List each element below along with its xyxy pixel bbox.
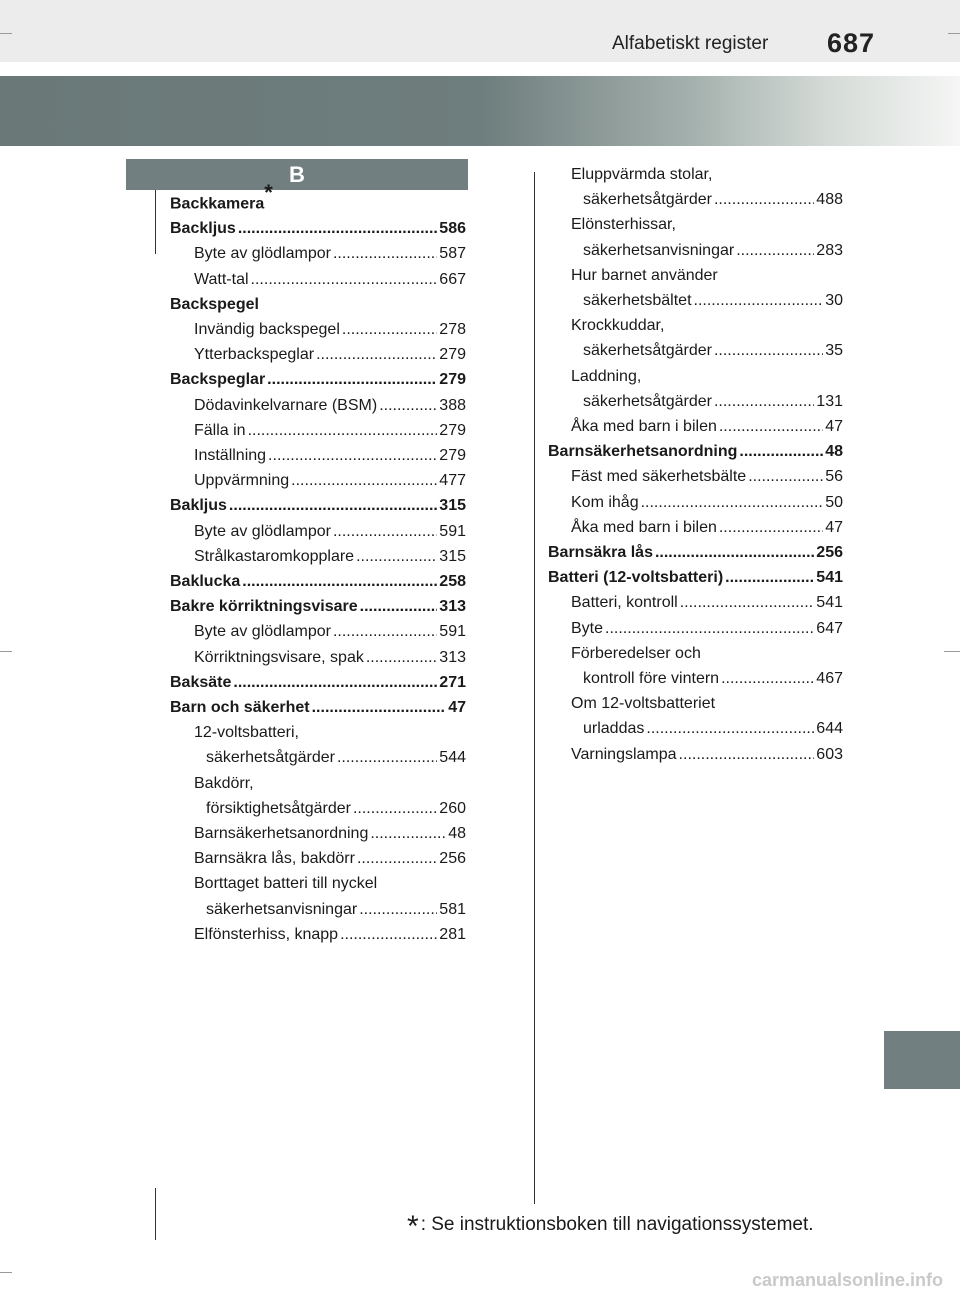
leader-dots [242, 573, 437, 591]
leader-dots [736, 242, 814, 260]
index-entry-page: 315 [439, 497, 466, 515]
index-entry-page: 591 [439, 623, 466, 641]
index-entry [194, 649, 466, 673]
index-entry-page: 644 [816, 720, 843, 738]
index-entry-label: 12-voltsbatteri, [194, 724, 299, 742]
index-entry-page: 279 [439, 371, 466, 389]
index-entry [194, 523, 466, 547]
index-entry [583, 242, 843, 266]
index-entry-label: Bakdörr, [194, 774, 254, 792]
leader-dots [268, 447, 437, 465]
leader-dots [714, 393, 814, 411]
leader-dots [238, 220, 437, 238]
index-entry [194, 447, 466, 471]
index-entry [194, 271, 466, 295]
index-entry-label: Barnsäkra lås, bakdörr [194, 850, 355, 868]
index-entry-label: Åka med barn i bilen [571, 418, 717, 435]
index-entry-label: Watt-tal [194, 270, 249, 288]
leader-dots [333, 245, 437, 263]
index-entry [170, 497, 466, 521]
index-entry-label: Bakljus [170, 497, 227, 515]
section-letter-heading: B [126, 159, 468, 190]
leader-dots [360, 598, 438, 616]
index-entry-label: Inställning [194, 447, 267, 464]
index-entry [583, 191, 843, 215]
index-entry-label: Byte [571, 619, 604, 637]
leader-dots [342, 321, 437, 339]
index-entry-page: 260 [439, 799, 466, 817]
index-entry-label: Backljus [170, 220, 236, 238]
index-entry [194, 472, 466, 496]
index-entry-page: 488 [816, 191, 843, 209]
index-entry [194, 850, 466, 874]
index-entry [571, 594, 843, 618]
index-entry-label: säkerhetsbältet [583, 292, 692, 309]
index-entry-label: Fäst med säkerhetsbälte [571, 468, 747, 486]
leader-dots [679, 746, 815, 764]
index-entry-page: 283 [816, 241, 843, 259]
leader-dots [714, 191, 814, 209]
index-entry [206, 800, 466, 824]
index-entry [571, 746, 843, 770]
index-entry-page: 131 [816, 392, 843, 410]
index-entry-page: 279 [439, 346, 466, 364]
index-entry-label: Byte av glödlampor [194, 245, 331, 263]
index-entry-page: 541 [816, 569, 843, 587]
index-entry [583, 342, 843, 366]
index-entry-label: Körriktningsvisare, spak [194, 648, 364, 666]
index-entry-label: Dödavinkelvarnare (BSM) [194, 396, 378, 414]
leader-dots [719, 418, 823, 436]
index-entry [571, 216, 676, 234]
index-entry-page: 591 [439, 522, 466, 540]
header-band [0, 0, 960, 62]
index-entry-label: Backkamera [170, 195, 265, 213]
index-entry-label: kontroll före vintern [583, 670, 720, 687]
index-entry-page: 279 [439, 447, 466, 464]
index-entry-label: Baksäte [170, 673, 232, 691]
index-entry [548, 443, 843, 467]
column-divider [534, 172, 535, 1204]
index-entry-label: Förberedelser och [571, 644, 701, 662]
index-entry-page: 281 [439, 925, 466, 943]
index-entry-page: 256 [816, 544, 843, 561]
index-entry-page: 388 [439, 396, 466, 414]
index-entry [206, 749, 466, 773]
index-entry [571, 418, 843, 442]
footnote-text: : Se instruktionsboken till navigationssystemet. [420, 1214, 814, 1235]
index-entry-page: 313 [439, 598, 466, 616]
index-entry-page: 256 [439, 850, 466, 868]
index-entry-label: Byte av glödlampor [194, 623, 331, 641]
index-entry [583, 670, 843, 694]
leader-dots [353, 800, 437, 818]
leader-dots [370, 825, 446, 843]
leader-dots [379, 397, 437, 415]
index-entry-page: 313 [439, 648, 466, 666]
index-entry-page: 586 [439, 220, 466, 238]
index-entry-label: urladdas [583, 720, 645, 738]
leader-dots [316, 346, 437, 364]
crop-mark [0, 1272, 12, 1273]
leader-dots [248, 422, 438, 440]
index-entry-page: 315 [439, 547, 466, 565]
index-entry-page: 48 [825, 443, 843, 461]
column-rule-bottom [155, 1188, 156, 1240]
index-entry-label: Hur barnet använder [571, 266, 718, 284]
index-entry-label: säkerhetsåtgärder [583, 342, 712, 360]
index-entry-label: Elönsterhissar, [571, 216, 676, 234]
index-entry [571, 166, 712, 184]
index-entry [194, 724, 299, 742]
index-entry [170, 598, 466, 622]
leader-dots [646, 720, 814, 738]
index-entry [571, 468, 843, 492]
index-entry [548, 544, 843, 568]
leader-dots [714, 342, 823, 360]
leader-dots [725, 569, 814, 587]
index-entry-label: Ytterbackspeglar [194, 346, 315, 364]
index-entry-label: Kom ihåg [571, 493, 639, 511]
leader-dots [356, 548, 437, 566]
footnote-star: * [407, 1210, 419, 1243]
index-entry-page: 667 [439, 270, 466, 288]
index-entry [571, 267, 718, 285]
index-entry-label: Om 12-voltsbatteriet [571, 695, 716, 713]
leader-dots [291, 472, 437, 490]
index-entry [571, 368, 641, 386]
index-entry-label: Laddning, [571, 367, 642, 385]
index-entry-label: Batteri (12-voltsbatteri) [548, 569, 724, 587]
leader-dots [655, 544, 814, 562]
index-entry-page: 48 [448, 825, 466, 842]
index-entry-label: Barnsäkerhetsanordning [548, 443, 738, 461]
index-entry [583, 393, 843, 417]
leader-dots [641, 494, 824, 512]
index-entry-page: 50 [825, 493, 843, 511]
index-entry-page: 278 [439, 321, 466, 338]
index-entry-label: Byte av glödlampor [194, 522, 331, 540]
index-entry [170, 674, 466, 698]
index-entry-label: Åka med barn i bilen [571, 518, 717, 536]
index-entry [206, 901, 466, 925]
index-entry [170, 180, 273, 213]
index-entry-label: försiktighetsåtgärder [206, 799, 351, 817]
index-entry-label: Krockkuddar, [571, 317, 665, 335]
leader-dots [229, 497, 437, 515]
index-entry-page: 467 [816, 670, 843, 687]
index-entry-label: säkerhetsanvisningar [583, 241, 735, 259]
index-entry [583, 720, 843, 744]
leader-dots [233, 674, 437, 692]
leader-dots [251, 271, 438, 289]
index-entry-page: 47 [825, 518, 843, 536]
index-entry-page: 47 [825, 418, 843, 435]
index-entry-label: säkerhetsåtgärder [583, 191, 712, 209]
leader-dots [359, 901, 437, 919]
index-entry [194, 623, 466, 647]
leader-dots [748, 468, 823, 486]
index-entry [194, 926, 466, 950]
index-entry-label: säkerhetsåtgärder [583, 392, 712, 410]
index-entry-label: Barnsäkerhetsanordning [194, 825, 369, 842]
leader-dots [694, 292, 824, 310]
index-entry-label: Eluppvärmda stolar, [571, 166, 713, 183]
index-entry [170, 699, 466, 723]
page-header-title: Alfabetiskt register [612, 33, 769, 54]
leader-dots [333, 523, 437, 541]
index-entry-label: Fälla in [194, 421, 246, 439]
index-entry [583, 292, 843, 316]
index-entry-label: Strålkastaromkopplare [194, 547, 355, 565]
index-entry-label: Baklucka [170, 573, 241, 590]
index-entry-label: Elfönsterhiss, knapp [194, 925, 339, 943]
index-entry [170, 296, 259, 314]
index-entry-page: 279 [439, 421, 466, 439]
index-entry-label: Bakre körriktningsvisare [170, 598, 358, 616]
index-entry-page: 647 [816, 619, 843, 637]
index-entry-page: 544 [439, 749, 466, 767]
index-entry [194, 245, 466, 269]
index-entry [571, 620, 843, 644]
index-entry-label: Invändig backspegel [194, 321, 340, 338]
index-entry [170, 220, 466, 244]
leader-dots [312, 699, 447, 717]
leader-dots [357, 850, 437, 868]
crop-mark [0, 651, 12, 652]
watermark: carmanualsonline.info [752, 1270, 944, 1290]
leader-dots [333, 623, 437, 641]
index-entry-label: Backspeglar [170, 371, 266, 389]
index-entry-label: Borttaget batteri till nyckel [194, 875, 378, 893]
index-entry-label: Uppvärmning [194, 472, 290, 490]
index-entry [194, 321, 466, 345]
index-entry-page: 477 [439, 472, 466, 490]
index-entry-page: 581 [439, 900, 466, 918]
leader-dots [739, 443, 823, 461]
crop-mark [0, 33, 12, 34]
column-rule-left [155, 190, 156, 254]
footnote-marker: * [264, 180, 273, 205]
leader-dots [680, 594, 815, 612]
leader-dots [337, 749, 437, 767]
index-entry [548, 569, 843, 593]
leader-dots [267, 371, 437, 389]
index-entry [194, 422, 466, 446]
index-entry [194, 346, 466, 370]
leader-dots [719, 519, 823, 537]
index-entry [571, 645, 701, 663]
crop-mark [948, 33, 960, 34]
index-entry [194, 397, 466, 421]
index-entry [571, 494, 843, 518]
index-entry-label: Barn och säkerhet [170, 699, 310, 716]
index-entry [571, 519, 843, 543]
index-entry [194, 775, 254, 793]
index-entry-page: 258 [439, 573, 466, 590]
index-entry-label: Barnsäkra lås [548, 544, 653, 561]
thumb-index-tab [884, 1031, 960, 1089]
index-entry-page: 30 [825, 292, 843, 309]
index-entry [194, 548, 466, 572]
leader-dots [340, 926, 437, 944]
index-entry-label: Batteri, kontroll [571, 594, 678, 612]
page-number: 687 [827, 28, 876, 58]
footnote [407, 1204, 814, 1243]
index-entry [194, 825, 466, 849]
index-entry-page: 587 [439, 245, 466, 263]
index-entry [571, 695, 715, 713]
index-entry [170, 371, 466, 395]
index-entry-label: Varningslampa [571, 745, 677, 763]
index-entry-page: 56 [825, 468, 843, 486]
index-entry [571, 317, 664, 335]
index-entry-page: 47 [448, 699, 466, 716]
index-entry-label: säkerhetsåtgärder [206, 749, 335, 767]
index-entry-page: 541 [816, 594, 843, 612]
index-entry-page: 271 [439, 673, 466, 691]
leader-dots [605, 620, 814, 638]
index-entry-page: 35 [825, 342, 843, 360]
index-entry-page: 603 [816, 745, 843, 763]
header-banner [0, 76, 960, 146]
index-entry-label: säkerhetsanvisningar [206, 900, 358, 918]
index-entry [194, 875, 377, 893]
index-entry [170, 573, 466, 597]
leader-dots [721, 670, 814, 688]
index-entry-label: Backspegel [170, 295, 259, 313]
crop-mark [944, 651, 960, 652]
leader-dots [366, 649, 437, 667]
